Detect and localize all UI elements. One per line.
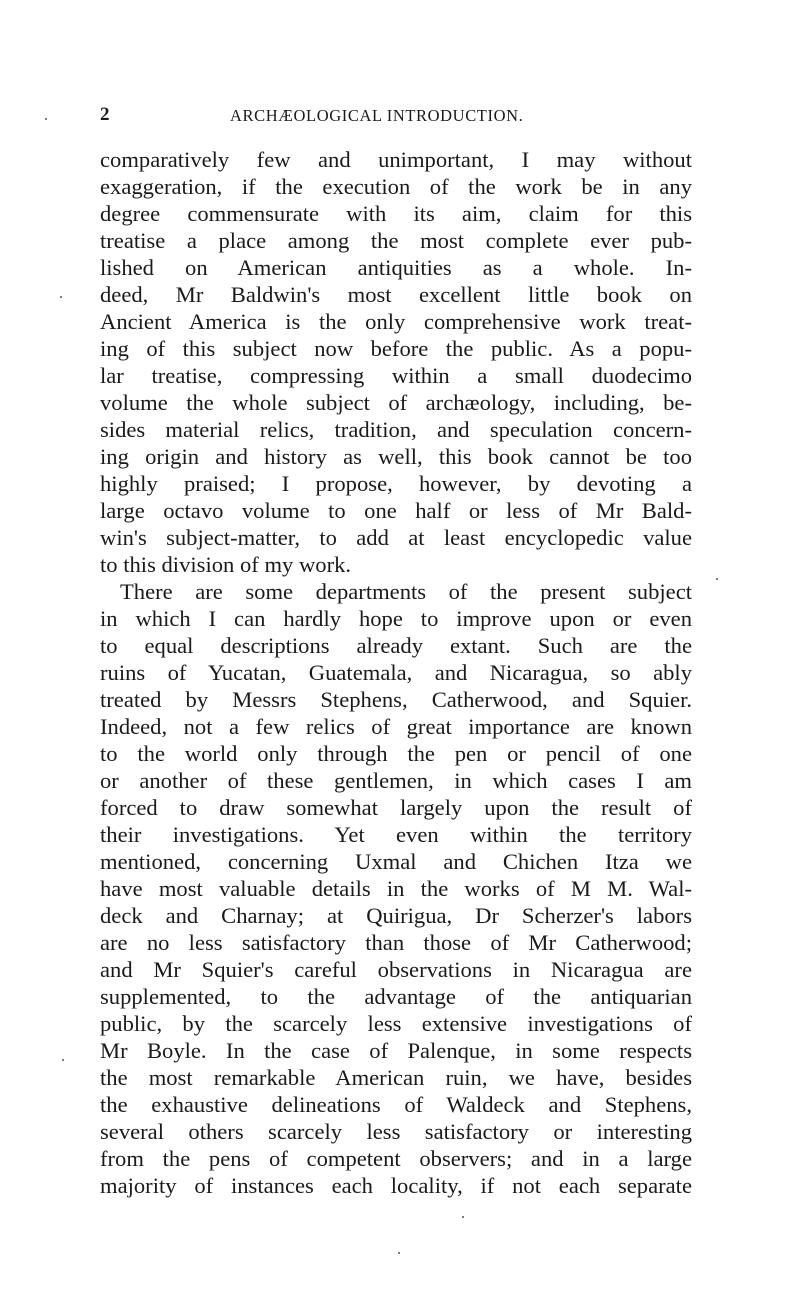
paragraph-2: [100, 578, 692, 1199]
text-line: exaggeration, if the execution of the work be in any: [100, 174, 692, 199]
text-line: in which I can hardly hope to improve upon or even: [100, 606, 692, 631]
scan-speck: [45, 118, 47, 120]
text-line: are no less satisfactory than those of Mr Catherwood;: [100, 930, 692, 955]
text-line: their investigations. Yet even within the territory: [100, 822, 692, 847]
text-line: deck and Charnay; at Quirigua, Dr Scherzer's labors: [100, 903, 692, 928]
text-line: to this division of my work.: [100, 552, 352, 577]
text-line: several others scarcely less satisfactory or interesting: [100, 1119, 692, 1144]
text-line: the exhaustive delineations of Waldeck and Stephens,: [100, 1092, 692, 1117]
text-line: and Mr Squier's careful observations in Nicaragua are: [100, 957, 692, 982]
page-number: 2: [100, 104, 110, 125]
scan-speck: [716, 578, 718, 580]
scan-speck: [60, 296, 62, 298]
text-line: ing of this subject now before the public. As a popu-: [100, 336, 692, 361]
text-line: or another of these gentlemen, in which cases I am: [100, 768, 692, 793]
text-line: Indeed, not a few relics of great importance are known: [100, 714, 692, 739]
text-line: majority of instances each locality, if not each separate: [100, 1173, 692, 1198]
text-line: There are some departments of the present subject: [120, 579, 692, 604]
scan-speck: [398, 1252, 400, 1254]
text-line: volume the whole subject of archæology, including, be-: [100, 390, 692, 415]
text-line: mentioned, concerning Uxmal and Chichen Itza we: [100, 849, 692, 874]
scan-speck: [62, 1059, 64, 1061]
body-text: [100, 146, 692, 1199]
text-line: supplemented, to the advantage of the antiquarian: [100, 984, 692, 1009]
scan-speck: [462, 1216, 464, 1218]
text-line: ruins of Yucatan, Guatemala, and Nicaragua, so ably: [100, 660, 692, 685]
running-header: [100, 104, 690, 130]
text-line: from the pens of competent observers; and in a large: [100, 1146, 692, 1171]
running-title: ARCHÆOLOGICAL INTRODUCTION.: [230, 106, 524, 125]
text-line: Ancient America is the only comprehensive work treat-: [100, 309, 692, 334]
text-line: lar treatise, compressing within a small duodecimo: [100, 363, 692, 388]
text-line: large octavo volume to one half or less of Mr Bald-: [100, 498, 692, 523]
text-line: treatise a place among the most complete ever pub-: [100, 228, 692, 253]
text-line: deed, Mr Baldwin's most excellent little book on: [100, 282, 692, 307]
text-line: forced to draw somewhat largely upon the result of: [100, 795, 692, 820]
text-line: have most valuable details in the works of M M. Wal-: [100, 876, 692, 901]
text-line: public, by the scarcely less extensive investigations of: [100, 1011, 692, 1036]
paragraph-1: [100, 146, 692, 578]
text-line: comparatively few and unimportant, I may without: [100, 147, 692, 172]
text-line: Mr Boyle. In the case of Palenque, in some respects: [100, 1038, 692, 1063]
text-line: to equal descriptions already extant. Such are the: [100, 633, 692, 658]
text-line: ing origin and history as well, this book cannot be too: [100, 444, 692, 469]
text-line: degree commensurate with its aim, claim for this: [100, 201, 692, 226]
text-line: sides material relics, tradition, and speculation concern-: [100, 417, 692, 442]
text-line: the most remarkable American ruin, we have, besides: [100, 1065, 692, 1090]
text-line: lished on American antiquities as a whole. In-: [100, 255, 692, 280]
text-line: treated by Messrs Stephens, Catherwood, and Squier.: [100, 687, 692, 712]
text-line: win's subject-matter, to add at least encyclopedic value: [100, 525, 692, 550]
text-line: highly praised; I propose, however, by devoting a: [100, 471, 692, 496]
text-line: to the world only through the pen or pencil of one: [100, 741, 692, 766]
